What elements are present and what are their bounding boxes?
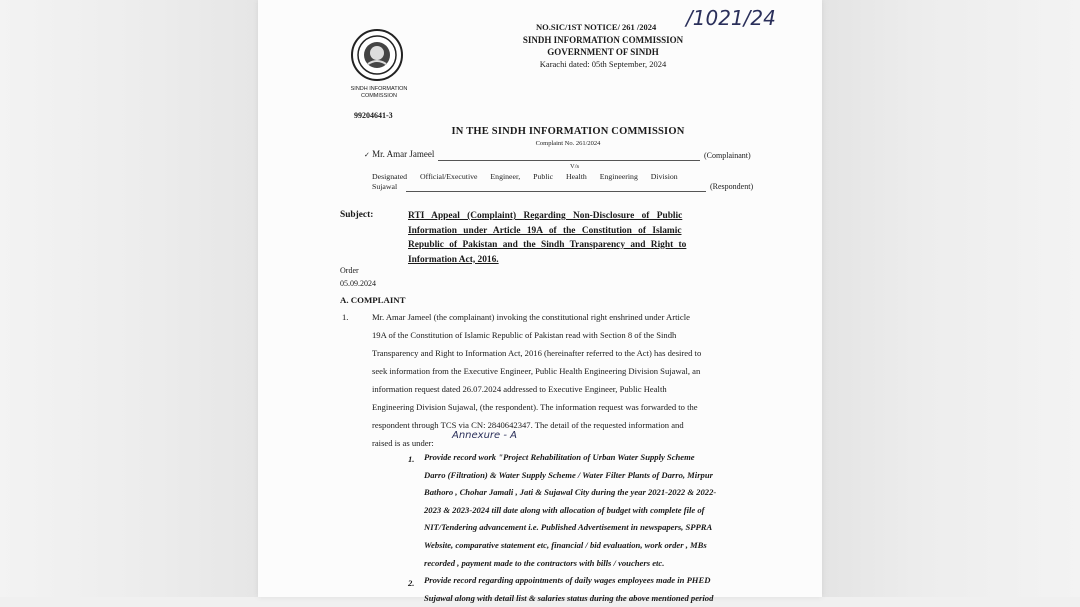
paragraph-line: seek information from the Executive Engineer, Public Health Engineering Division Sujawal, an	[372, 366, 701, 376]
logo-caption-line-2: COMMISSION	[360, 93, 398, 99]
paragraph-line: 19A of the Constitution of Islamic Republic of Pakistan read with Section 8 of the Sindh	[372, 330, 677, 340]
complaint-paragraph	[372, 308, 770, 452]
background-left	[0, 0, 258, 597]
request-item	[424, 449, 770, 572]
subject-label: Subject:	[340, 210, 374, 220]
complainant-name-text: Mr. Amar Jameel	[372, 149, 435, 159]
subject-line: Republic of Pakistan and the Sindh Transparency and Right to	[408, 240, 687, 250]
respondent-designation: Designated Official/Executive Engineer, Public Health Engineering Division	[372, 172, 678, 181]
commission-name: SINDH INFORMATION COMMISSION	[522, 35, 684, 45]
document-code: 99204641-3	[354, 111, 393, 120]
subject-line: Information Act, 2016.	[408, 254, 499, 265]
court-title: IN THE SINDH INFORMATION COMMISSION	[451, 126, 685, 137]
document-page	[258, 0, 822, 603]
respondent-underline	[406, 191, 706, 192]
subject-line: Information under Article 19A of the Constitution of Islamic	[408, 225, 682, 236]
paragraph-line: Engineering Division Sujawal, (the respondent). The information request was forwarded to the	[372, 402, 698, 412]
government-name: GOVERNMENT OF SINDH	[547, 47, 659, 57]
request-line: 2023 & 2023-2024 till date along with allocation of budget with complete file of	[424, 504, 705, 515]
paragraph-line: Transparency and Right to Information Act, 2016 (hereinafter referred to the Act) has desired to	[372, 348, 702, 358]
request-line: Provide record regarding appointments of daily wages employees made in PHED	[424, 575, 711, 585]
complainant-underline	[438, 160, 700, 161]
order-label: Order	[340, 266, 359, 275]
background-right	[822, 0, 1080, 597]
paragraph-line: Mr. Amar Jameel (the complainant) invoking the constitutional right enshrined under Article	[372, 312, 690, 322]
handwritten-annotation: Annexure - A	[452, 430, 517, 441]
request-line: Website, comparative statement etc, financial / bid evaluation, work order , MBs	[424, 539, 707, 550]
request-line: Bathoro , Chohar Jamali , Jati & Sujawal City during the year 2021-2022 & 2022-	[424, 487, 717, 498]
request-number: 2.	[408, 578, 415, 588]
paragraph-line: information request dated 26.07.2024 addressed to Executive Engineer, Public Health	[372, 384, 667, 394]
section-heading: A. COMPLAINT	[340, 295, 406, 305]
checkmark-icon: ✓	[364, 151, 370, 159]
reference-number: NO.SIC/1ST NOTICE/ 261 /2024	[536, 22, 657, 32]
paragraph-number: 1.	[342, 312, 349, 322]
subject-text	[408, 209, 686, 267]
request-item	[424, 572, 770, 607]
complaint-number: Complaint No. 261/2024	[535, 140, 601, 147]
handwritten-reference: /1021/24	[686, 6, 776, 30]
subject-line: RTI Appeal (Complaint) Regarding Non-Disclosure of Public	[408, 211, 683, 221]
request-line: recorded , payment made to the contractors with bills / vouchers etc.	[424, 557, 665, 568]
paragraph-line: respondent through TCS via CN: 2840642347. The detail of the requested information and	[372, 420, 684, 430]
request-line: Provide record work "Project Rehabilitation of Urban Water Supply Scheme	[424, 452, 695, 462]
complainant-name	[364, 149, 434, 159]
order-date: 05.09.2024	[340, 279, 376, 288]
issue-date: Karachi dated: 05th September, 2024	[539, 59, 667, 69]
respondent-place: Sujawal	[372, 182, 398, 191]
logo-caption-line-1: SINDH INFORMATION	[350, 86, 408, 92]
paragraph-line: raised is as under:	[372, 438, 434, 448]
request-number: 1.	[408, 454, 415, 464]
logo-caption	[336, 86, 422, 100]
complainant-role: (Complainant)	[704, 151, 751, 160]
commission-seal-icon	[350, 28, 404, 82]
request-line: Darro (Filtration) & Water Supply Scheme / Water Filter Plants of Darro, Mirpur	[424, 469, 713, 480]
request-line: NIT/Tendering advancement i.e. Published Advertisement in newspapers, SPPRA	[424, 522, 713, 533]
versus-label: V/s	[570, 163, 580, 170]
respondent-role: (Respondent)	[710, 182, 754, 191]
request-line: Sujawal along with detail list & salaries status during the above mentioned period	[424, 592, 714, 603]
